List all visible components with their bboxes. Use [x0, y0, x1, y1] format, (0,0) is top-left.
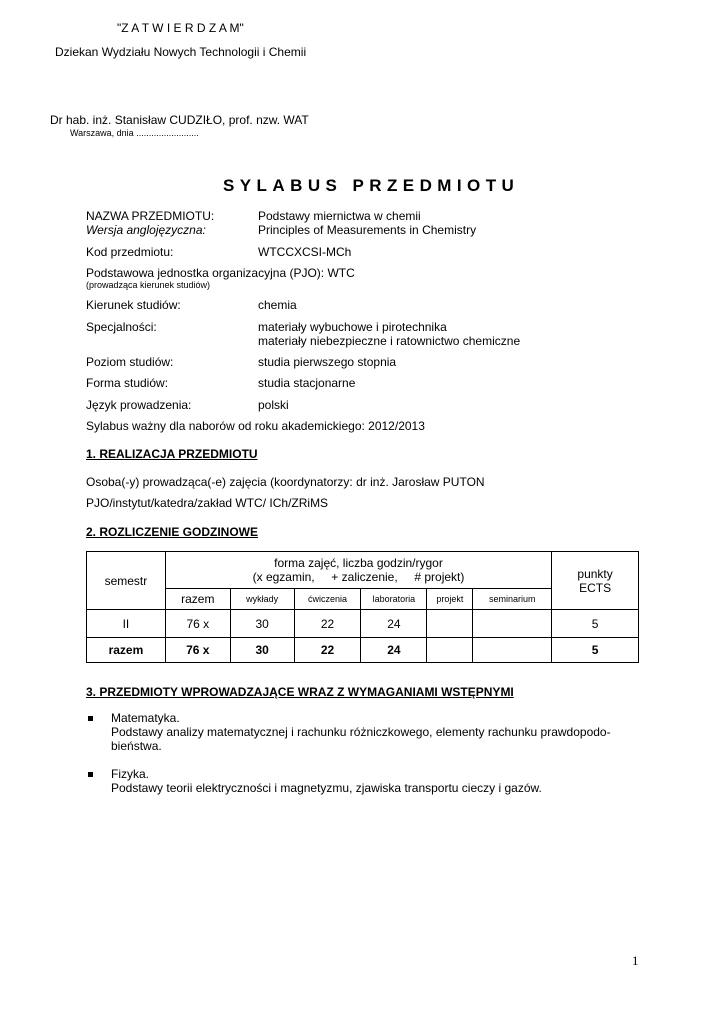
prereq-1-line-2: bieństwa. [111, 739, 162, 753]
cell-ects: 5 [552, 638, 639, 663]
hours-table [86, 551, 639, 663]
prereq-1-line-1: Podstawy analizy matematycznej i rachunku różniczkowego, elementy rachunku prawdopodo- [111, 725, 611, 739]
prereq-2-line-1: Podstawy teorii elektryczności i magnetyzmu, zjawiska transportu cieczy i gazów. [111, 781, 542, 795]
ects-header [552, 552, 639, 610]
cell-exercises: 22 [294, 638, 361, 663]
form-value: studia stacjonarne [258, 376, 356, 390]
page-title: SYLABUS PRZEDMIOTU [223, 176, 520, 195]
table-total-row [87, 638, 639, 663]
language-label: Język prowadzenia: [86, 398, 192, 412]
specialty-1: materiały wybuchowe i pirotechnika [258, 320, 447, 334]
cell-total: 76 x [165, 610, 230, 638]
cell-seminar [473, 610, 552, 638]
cell-exercises: 22 [294, 610, 361, 638]
dean-title: Dziekan Wydziału Nowych Technologii i Chemii [55, 45, 307, 59]
subheader-seminar: seminarium [473, 589, 552, 610]
prereq-1-title: Matematyka. [111, 711, 180, 725]
form-header [165, 552, 551, 589]
subheader-laboratories: laboratoria [361, 589, 427, 610]
cell-laboratories: 24 [361, 610, 427, 638]
section-3-heading: 3. PRZEDMIOTY WPROWADZAJĄCE WRAZ Z WYMAGANIAMI WSTĘPNYMI [86, 685, 514, 699]
specialty-2: materiały niebezpieczne i ratownictwo chemiczne [258, 334, 521, 348]
cell-semester: razem [87, 638, 166, 663]
page-number: 1 [632, 953, 639, 968]
ects-header-line-2: ECTS [579, 580, 612, 595]
level-value: studia pierwszego stopnia [258, 355, 397, 369]
language-value: polski [258, 398, 289, 412]
cell-total: 76 x [165, 638, 230, 663]
ects-header-line-1: punkty [577, 566, 613, 581]
subheader-project: projekt [427, 589, 473, 610]
pjo-line: Podstawowa jednostka organizacyjna (PJO): WTC [86, 266, 355, 280]
cell-project [427, 610, 473, 638]
section-2-heading: 2. ROZLICZENIE GODZINOWE [86, 525, 259, 539]
form-header-line-1: forma zajęć, liczba godzin/rygor [274, 556, 443, 570]
pjo-note: (prowadząca kierunek studiów) [86, 280, 211, 290]
cell-ects: 5 [552, 610, 639, 638]
subheader-lectures: wykłady [230, 589, 294, 610]
subheader-total: razem [165, 589, 230, 610]
level-label: Poziom studiów: [86, 355, 174, 369]
form-header-line-2: (x egzamin, + zaliczenie, # projekt) [252, 570, 465, 584]
validity: Sylabus ważny dla naborów od roku akademickiego: 2012/2013 [86, 419, 425, 433]
cell-laboratories: 24 [361, 638, 427, 663]
table-row [87, 610, 639, 638]
bullet-icon [88, 716, 93, 721]
code-label: Kod przedmiotu: [86, 245, 174, 259]
approval-stamp: "Z A T W I E R D Z A M" [117, 21, 244, 35]
place-date: Warszawa, dnia ......................... [70, 128, 199, 138]
cell-lectures: 30 [230, 610, 294, 638]
semester-header: semestr [87, 552, 166, 610]
name-value: Podstawy miernictwa w chemii [258, 209, 421, 223]
form-label: Forma studiów: [86, 376, 169, 390]
section-1-heading: 1. REALIZACJA PRZEDMIOTU [86, 447, 258, 461]
signatory: Dr hab. inż. Stanisław CUDZIŁO, prof. nzw. WAT [50, 113, 309, 127]
coordinator: Osoba(-y) prowadząca(-e) zajęcia (koordynatorzy: dr inż. Jarosław PUTON [86, 475, 485, 489]
english-label: Wersja anglojęzyczna: [86, 223, 206, 237]
bullet-icon [88, 772, 93, 777]
name-label: NAZWA PRZEDMIOTU: [86, 209, 215, 223]
specialties-label: Specjalności: [86, 320, 157, 334]
cell-lectures: 30 [230, 638, 294, 663]
code-value: WTCCXCSI-MCh [258, 245, 352, 259]
direction-value: chemia [258, 298, 297, 312]
english-value: Principles of Measurements in Chemistry [258, 223, 477, 237]
direction-label: Kierunek studiów: [86, 298, 181, 312]
table-header-row [87, 552, 639, 589]
cell-project [427, 638, 473, 663]
subheader-exercises: ćwiczenia [294, 589, 361, 610]
cell-seminar [473, 638, 552, 663]
organizational-unit: PJO/instytut/katedra/zakład WTC/ ICh/ZRiMS [86, 496, 329, 510]
cell-semester: II [87, 610, 166, 638]
prereq-2-title: Fizyka. [111, 767, 150, 781]
